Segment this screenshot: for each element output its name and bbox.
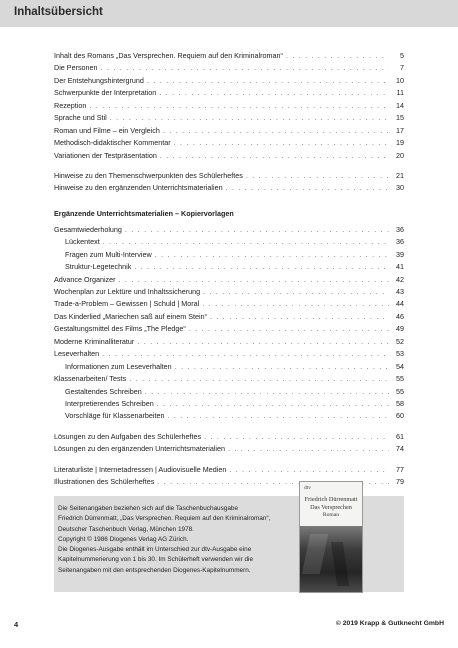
leader-dots	[101, 62, 389, 74]
info-line: Copyright © 1986 Diogenes Verlag AG Zürich.	[58, 535, 189, 543]
toc-entry	[54, 100, 404, 112]
book-author: Friedrich Dürrenmatt	[304, 496, 358, 503]
toc-entry	[54, 286, 404, 298]
toc-entry-title: Literaturliste | Internetadressen | Audiovisuelle Medien	[54, 464, 227, 474]
toc-entry	[54, 431, 404, 443]
toc-entry-title: Klassenarbeiten/ Tests	[54, 374, 127, 384]
book-title: Das Versprechen	[310, 504, 352, 511]
toc-entry-page: 21	[396, 170, 404, 180]
leader-dots	[228, 443, 389, 455]
leader-dots	[210, 311, 389, 323]
toc-entry-title: Informationen zum Leseverhalten	[65, 361, 172, 371]
toc-entry-title: Methodisch-didaktischer Kommentar	[54, 138, 171, 148]
leader-dots	[174, 137, 389, 149]
toc-entry-page: 55	[396, 386, 404, 396]
toc-entry-page: 17	[396, 125, 404, 135]
leader-dots	[159, 87, 389, 99]
toc-entry-title: Hinweise zu den ergänzenden Unterrichtsmaterialien	[54, 183, 223, 193]
toc-entry	[54, 87, 404, 99]
leader-dots	[147, 75, 389, 87]
toc-entry	[54, 386, 404, 398]
leader-dots	[137, 336, 389, 348]
toc-entry-page: 53	[396, 349, 404, 359]
toc-entry-page: 46	[396, 311, 404, 321]
toc-entry-title: Rezeption	[54, 100, 87, 110]
toc-group-hints	[54, 170, 404, 195]
info-line: Seitenangaben mit den entsprechenden Diogenes-Kapitelnummern.	[58, 566, 251, 574]
info-line: Friedrich Dürrenmatt, „Das Versprechen. Requiem auf den Kriminalroman“,	[58, 515, 271, 523]
toc-entry-page: 36	[396, 224, 404, 234]
leader-dots	[129, 373, 389, 385]
toc-group-materials	[54, 224, 404, 423]
toc-entry	[54, 443, 404, 455]
toc-entry-page: 7	[400, 63, 404, 73]
toc-entry-page: 11	[396, 88, 404, 98]
toc-entry-page: 36	[396, 237, 404, 247]
toc-entry	[54, 373, 404, 385]
toc-entry	[54, 249, 404, 261]
toc-entry-title: Der Entstehungshintergrund	[54, 75, 144, 85]
toc-entry	[54, 137, 404, 149]
leader-dots	[163, 125, 389, 137]
toc-group-main	[54, 50, 404, 162]
toc-entry-title: Trade-a-Problem – Gewissen | Schuld | Moral	[54, 299, 200, 309]
leader-dots	[89, 100, 389, 112]
toc-entry	[54, 323, 404, 335]
toc-entry-page: 58	[396, 398, 404, 408]
toc-entry-page: 44	[396, 299, 404, 309]
toc-entry	[54, 464, 404, 476]
toc-entry-page: 52	[396, 336, 404, 346]
toc-entry-title: Interpretierendes Schreiben	[65, 398, 154, 408]
toc-entry	[54, 50, 404, 62]
toc-entry-page: 20	[396, 150, 404, 160]
leader-dots	[202, 298, 389, 310]
leader-dots	[157, 398, 389, 410]
book-subtitle: Roman	[322, 512, 340, 518]
toc-entry-page: 42	[396, 274, 404, 284]
toc-entry-title: Hinweise zu den Themenschwerpunkten des Schülerheftes	[54, 170, 243, 180]
toc-entry-title: Leseverhalten	[54, 349, 100, 359]
toc-entry	[54, 336, 404, 348]
cover-photo	[300, 526, 362, 592]
leader-dots	[168, 410, 390, 422]
toc-entry	[54, 398, 404, 410]
toc-entry-title: Gestaltungsmittel des Films „The Pledge“	[54, 324, 186, 334]
toc-entry-page: 14	[396, 100, 404, 110]
leader-dots	[155, 249, 389, 261]
toc-entry	[54, 348, 404, 360]
toc-entry-page: 43	[396, 287, 404, 296]
leader-dots	[119, 274, 389, 286]
copyright-notice: © 2019 Krapp & Gutknecht GmbH	[335, 620, 444, 627]
toc-entry	[54, 361, 404, 373]
toc-group-solutions	[54, 431, 404, 456]
toc-entry	[54, 62, 404, 74]
toc-entry	[54, 170, 404, 182]
leader-dots	[125, 224, 389, 236]
leader-dots	[160, 150, 389, 162]
page-title: Inhaltsübersicht	[14, 6, 103, 18]
toc-entry-page: 39	[396, 249, 404, 259]
toc-entry-title: Struktur-Legetechnik	[65, 262, 132, 272]
toc-entry	[54, 236, 404, 248]
leader-dots	[229, 464, 389, 476]
leader-dots	[175, 361, 389, 373]
leader-dots	[145, 386, 389, 398]
toc-entry-page: 54	[396, 361, 404, 371]
toc-entry-title: Vorschläge für Klassenarbeiten	[65, 411, 165, 421]
info-line: Kapitelnummerierung von 1 bis 30. Im Schülerheft verwenden wir die	[58, 556, 254, 564]
book-cover-image	[299, 481, 363, 593]
toc-entry-title: Variationen der Testpräsentation	[54, 150, 157, 160]
toc-entry-title: Die Personen	[54, 63, 98, 73]
toc-entry-title: Sprache und Stil	[54, 113, 107, 123]
toc-entry-page: 41	[396, 262, 404, 272]
toc-entry	[54, 224, 404, 236]
toc-entry-page: 10	[396, 75, 404, 85]
toc-entry-page: 15	[396, 113, 404, 123]
leader-dots	[102, 348, 389, 360]
toc-entry-page: 60	[396, 411, 404, 421]
toc-entry-title: Illustrationen des Schülerheftes	[54, 477, 155, 487]
toc-entry	[54, 311, 404, 323]
info-line: Die Seitenangaben beziehen sich auf die Taschenbuchausgabe	[58, 505, 239, 512]
leader-dots	[189, 323, 389, 335]
toc-entry-title: Fragen zum Multi-Interview	[65, 249, 152, 259]
toc-entry	[54, 274, 404, 286]
toc-entry	[54, 125, 404, 137]
toc-entry	[54, 410, 404, 422]
leader-dots	[110, 112, 389, 124]
leader-dots	[226, 182, 389, 194]
toc-entry-page: 74	[396, 444, 404, 454]
toc-entry-page: 61	[396, 431, 404, 441]
leader-dots	[203, 286, 389, 298]
toc-entry-title: Roman und Filme – ein Vergleich	[54, 125, 160, 135]
toc-entry-title: Gesamtwiederholung	[54, 224, 122, 234]
section-heading: Ergänzende Unterrichtsmaterialien – Kopiervorlagen	[54, 208, 234, 218]
toc-entry-page: 79	[396, 477, 404, 487]
toc-entry-page: 49	[396, 324, 404, 334]
toc-entry-title: Advance Organizer	[54, 274, 116, 284]
page-number: 4	[14, 620, 19, 629]
toc-entry	[54, 112, 404, 124]
toc-entry-title: Schwerpunkte der Interpretation	[54, 88, 157, 98]
toc-entry	[54, 182, 404, 194]
toc-entry-page: 30	[396, 183, 404, 193]
toc-entry	[54, 75, 404, 87]
toc-entry-title: Lösungen zu den ergänzenden Unterrichtsmaterialien	[54, 444, 226, 454]
toc-entry-title: Moderne Kriminalliteratur	[54, 336, 135, 346]
edition-info-text	[58, 504, 298, 576]
toc-entry-page: 55	[396, 374, 404, 384]
info-line: Deutscher Taschenbuch Verlag, München 1978.	[58, 525, 194, 533]
toc-entry-title: Das Kinderlied „Mariechen saß auf einem Stein“	[54, 311, 208, 321]
toc-entry	[54, 261, 404, 273]
toc-entry	[54, 150, 404, 162]
leader-dots	[134, 261, 389, 273]
toc-entry-title: Wochenplan zur Lektüre und Inhaltssicherung	[54, 287, 201, 296]
leader-dots	[204, 431, 389, 443]
table-of-contents	[54, 50, 404, 489]
toc-entry-title: Gestaltendes Schreiben	[65, 386, 142, 396]
toc-entry-page: 19	[396, 138, 404, 148]
header-band	[0, 0, 458, 27]
book-publisher: dtv	[304, 485, 312, 491]
leader-dots	[103, 236, 389, 248]
toc-entry-title: Lückentext	[65, 237, 100, 247]
toc-entry-title: Lösungen zu den Aufgaben des Schülerheftes	[54, 431, 202, 441]
toc-entry	[54, 298, 404, 310]
info-line: Die Diogenes-Ausgabe enthält im Unterschied zur dtv-Ausgabe eine	[58, 546, 252, 554]
toc-entry-title: Inhalt des Romans „Das Versprechen. Requiem auf den Kriminalroman“	[54, 51, 283, 60]
leader-dots	[246, 170, 389, 182]
toc-entry-page: 5	[400, 51, 404, 60]
leader-dots	[286, 50, 389, 62]
toc-entry-page: 77	[396, 464, 404, 474]
